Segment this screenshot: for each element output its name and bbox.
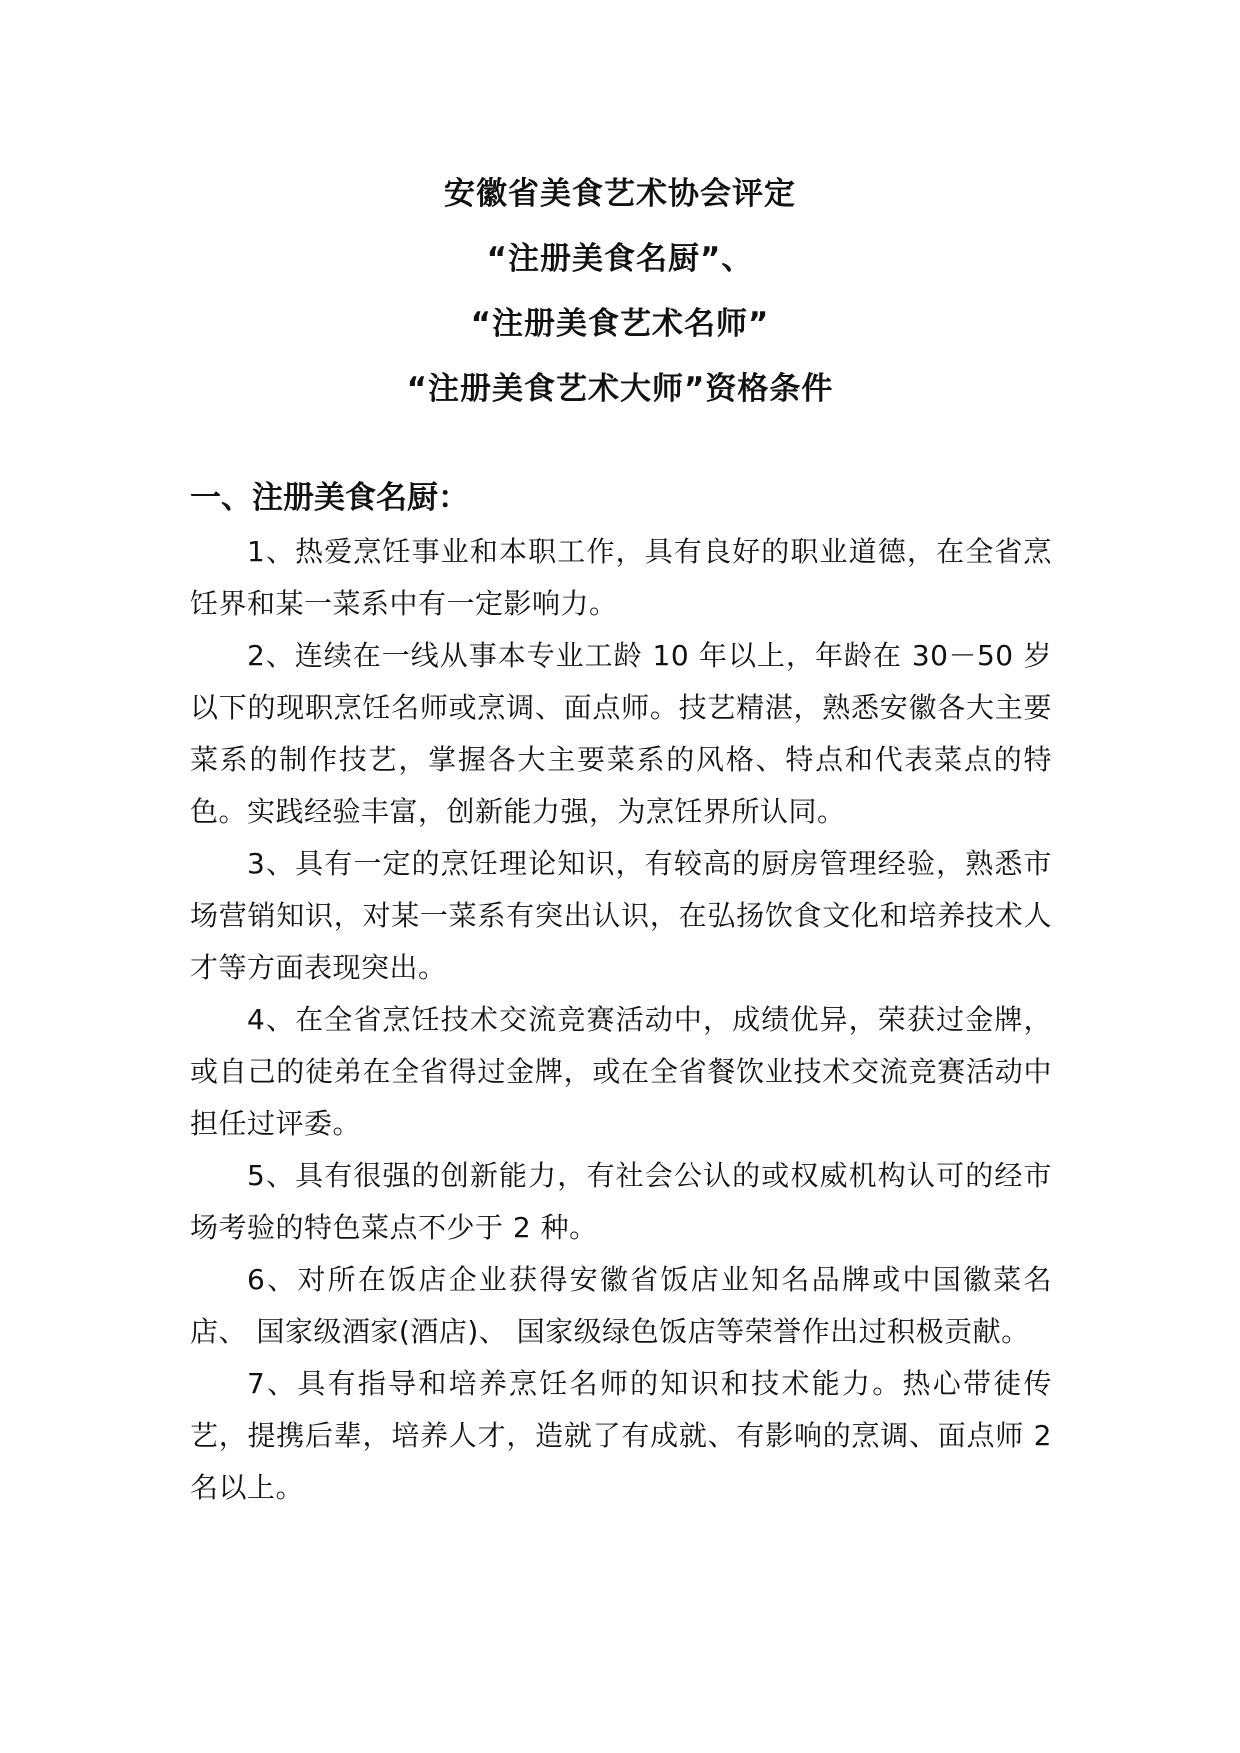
criteria-item-3: 3、具有一定的烹饪理论知识，有较高的厨房管理经验，熟悉市场营销知识，对某一菜系有突出认识，在弘扬饮食文化和培养技术人才等方面表现突出。 xyxy=(190,847,1052,984)
title-line-3: “注册美食艺术名师” xyxy=(470,306,770,342)
criteria-item-6: 6、对所在饭店企业获得安徽省饭店业知名品牌或中国徽菜名店、 国家级酒家(酒店)、 国家级绿色饭店等荣誉作出过积极贡献。 xyxy=(190,1263,1052,1348)
section-heading: 一、注册美食名厨： xyxy=(190,480,469,516)
title-line-2: “注册美食名厨”、 xyxy=(486,241,754,277)
title-line-4: “注册美食艺术大师”资格条件 xyxy=(406,371,834,407)
criteria-item-5: 5、具有很强的创新能力，有社会公认的或权威机构认可的经市场考验的特色菜点不少于 2 种。 xyxy=(190,1159,1052,1244)
document-title xyxy=(0,162,1240,422)
criteria-item-1: 1、热爱烹饪事业和本职工作，具有良好的职业道德，在全省烹饪界和某一菜系中有一定影响力。 xyxy=(190,535,1052,620)
criteria-item-4: 4、在全省烹饪技术交流竞赛活动中，成绩优异，荣获过金牌，或自己的徒弟在全省得过金牌，或在全省餐饮业技术交流竞赛活动中担任过评委。 xyxy=(190,1003,1052,1140)
criteria-item-7: 7、具有指导和培养烹饪名师的知识和技术能力。热心带徒传艺，提携后辈，培养人才，造就了有成就、有影响的烹调、面点师 2 名以上。 xyxy=(190,1367,1052,1504)
title-line-1: 安徽省美食艺术协会评定 xyxy=(444,176,796,212)
section-registered-chef xyxy=(190,476,1052,1514)
criteria-item-2: 2、连续在一线从事本专业工龄 10 年以上，年龄在 30－50 岁以下的现职烹饪名师或烹调、面点师。技艺精湛，熟悉安徽各大主要菜系的制作技艺，掌握各大主要菜系的风格、特点和代表菜点的特色。实践经验丰富，创新能力强，为烹饪界所认同。 xyxy=(190,639,1052,828)
